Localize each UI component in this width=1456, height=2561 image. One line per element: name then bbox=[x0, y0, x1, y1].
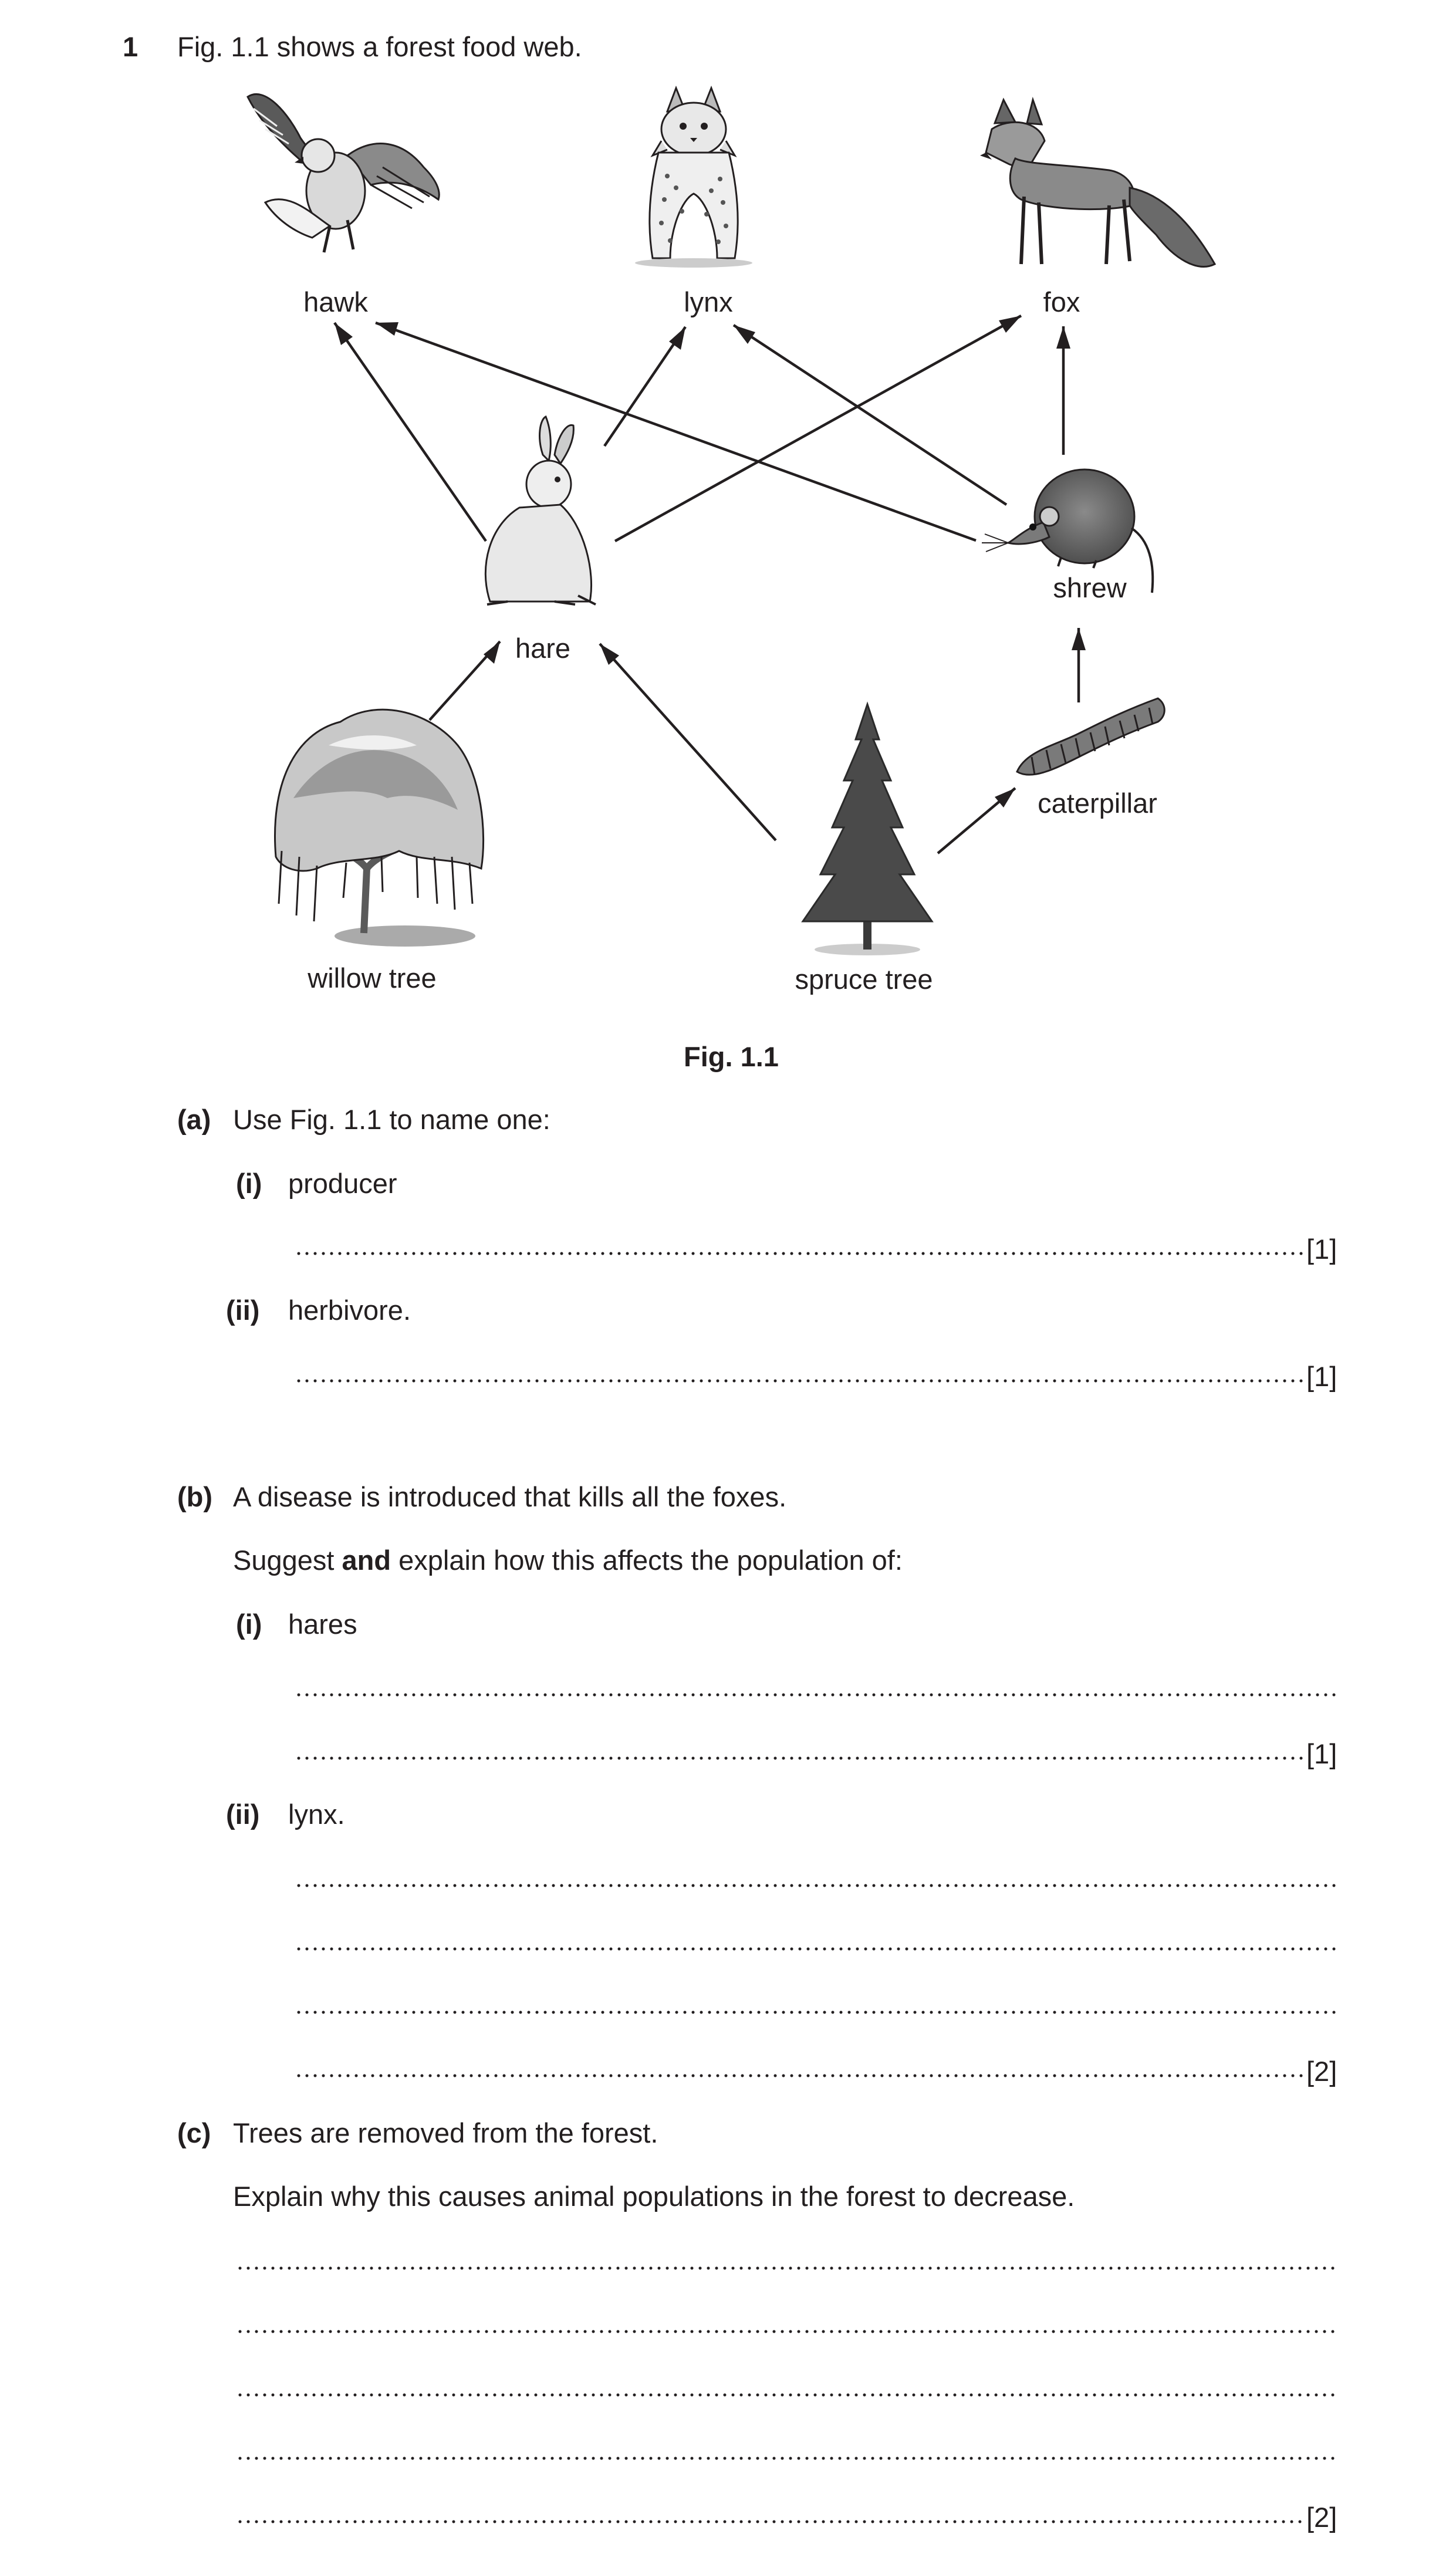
part-a-ii-text: herbivore. bbox=[288, 1295, 411, 1326]
part-a-i-text: producer bbox=[288, 1168, 397, 1199]
fox-illustration bbox=[980, 100, 1215, 266]
label-fox: fox bbox=[1043, 286, 1080, 317]
part-a-label: (a) bbox=[177, 1104, 211, 1135]
arrowhead bbox=[999, 316, 1021, 333]
caterpillar-illustration bbox=[1017, 698, 1164, 775]
mark-b-ii: [2] bbox=[1306, 2056, 1337, 2087]
part-a-i-label: (i) bbox=[236, 1168, 262, 1199]
part-b-ii-label: (ii) bbox=[226, 1799, 260, 1830]
answer-line-b-ii-3[interactable] bbox=[295, 2011, 1338, 2014]
part-b-ii-text: lynx. bbox=[288, 1799, 345, 1830]
question-number: 1 bbox=[123, 31, 138, 62]
answer-line-b-ii-2[interactable] bbox=[295, 1947, 1338, 1951]
hare-illustration bbox=[485, 417, 596, 604]
answer-line-c-4[interactable] bbox=[236, 2457, 1338, 2460]
label-caterpillar: caterpillar bbox=[1038, 788, 1157, 819]
arrow-spruce-to-hare bbox=[600, 644, 776, 840]
answer-line-c-1[interactable] bbox=[236, 2266, 1338, 2270]
answer-line-b-i-1[interactable] bbox=[295, 1693, 1338, 1697]
answer-line-c-2[interactable] bbox=[236, 2330, 1338, 2333]
arrowhead bbox=[995, 788, 1015, 808]
arrowhead bbox=[376, 322, 398, 336]
part-a-stem: Use Fig. 1.1 to name one: bbox=[233, 1104, 550, 1135]
label-willow-tree: willow tree bbox=[308, 962, 437, 994]
arrow-hare-to-fox bbox=[615, 316, 1021, 541]
food-web-figure bbox=[0, 0, 1456, 1009]
label-hawk: hawk bbox=[303, 286, 368, 317]
arrow-hare-to-lynx bbox=[604, 327, 685, 446]
arrowhead bbox=[484, 641, 500, 664]
figure-caption: Fig. 1.1 bbox=[684, 1041, 779, 1072]
label-shrew: shrew bbox=[1053, 572, 1127, 603]
mark-a-i: [1] bbox=[1306, 1234, 1337, 1265]
part-c-instruction: Explain why this causes animal populations in the forest to decrease. bbox=[233, 2181, 1075, 2212]
question-intro: Fig. 1.1 shows a forest food web. bbox=[177, 31, 582, 62]
mark-a-ii: [1] bbox=[1306, 1361, 1337, 1392]
part-b-label: (b) bbox=[177, 1481, 213, 1512]
hawk-illustration bbox=[248, 94, 439, 252]
part-b-i-label: (i) bbox=[236, 1609, 262, 1640]
label-lynx: lynx bbox=[684, 286, 733, 317]
label-spruce-tree: spruce tree bbox=[795, 964, 933, 995]
lynx-illustration bbox=[635, 88, 752, 268]
arrowhead bbox=[1056, 326, 1070, 349]
mark-c: [2] bbox=[1306, 2502, 1337, 2533]
arrow-shrew-to-lynx bbox=[734, 325, 1006, 505]
answer-line-b-ii-1[interactable] bbox=[295, 1884, 1338, 1887]
label-hare: hare bbox=[515, 633, 571, 664]
answer-line-a-i[interactable] bbox=[295, 1252, 1305, 1255]
part-a-ii-label: (ii) bbox=[226, 1295, 260, 1326]
answer-line-c-5[interactable] bbox=[236, 2520, 1305, 2523]
mark-b-i: [1] bbox=[1306, 1738, 1337, 1769]
arrowhead bbox=[1072, 628, 1086, 650]
answer-line-b-i-2[interactable] bbox=[295, 1756, 1305, 1760]
arrowhead bbox=[734, 325, 755, 344]
part-c-label: (c) bbox=[177, 2117, 211, 2148]
willow-tree-illustration bbox=[275, 709, 483, 947]
spruce-tree-illustration bbox=[803, 704, 932, 955]
answer-line-a-ii[interactable] bbox=[295, 1379, 1305, 1383]
part-c-stem: Trees are removed from the forest. bbox=[233, 2117, 658, 2148]
answer-line-b-ii-4[interactable] bbox=[295, 2074, 1305, 2077]
arrowhead bbox=[335, 323, 353, 345]
part-b-stem: A disease is introduced that kills all the foxes. bbox=[233, 1481, 787, 1512]
part-b-instruction: Suggest and explain how this affects the population of: bbox=[233, 1545, 903, 1576]
part-b-i-text: hares bbox=[288, 1609, 357, 1640]
answer-line-c-3[interactable] bbox=[236, 2393, 1338, 2397]
